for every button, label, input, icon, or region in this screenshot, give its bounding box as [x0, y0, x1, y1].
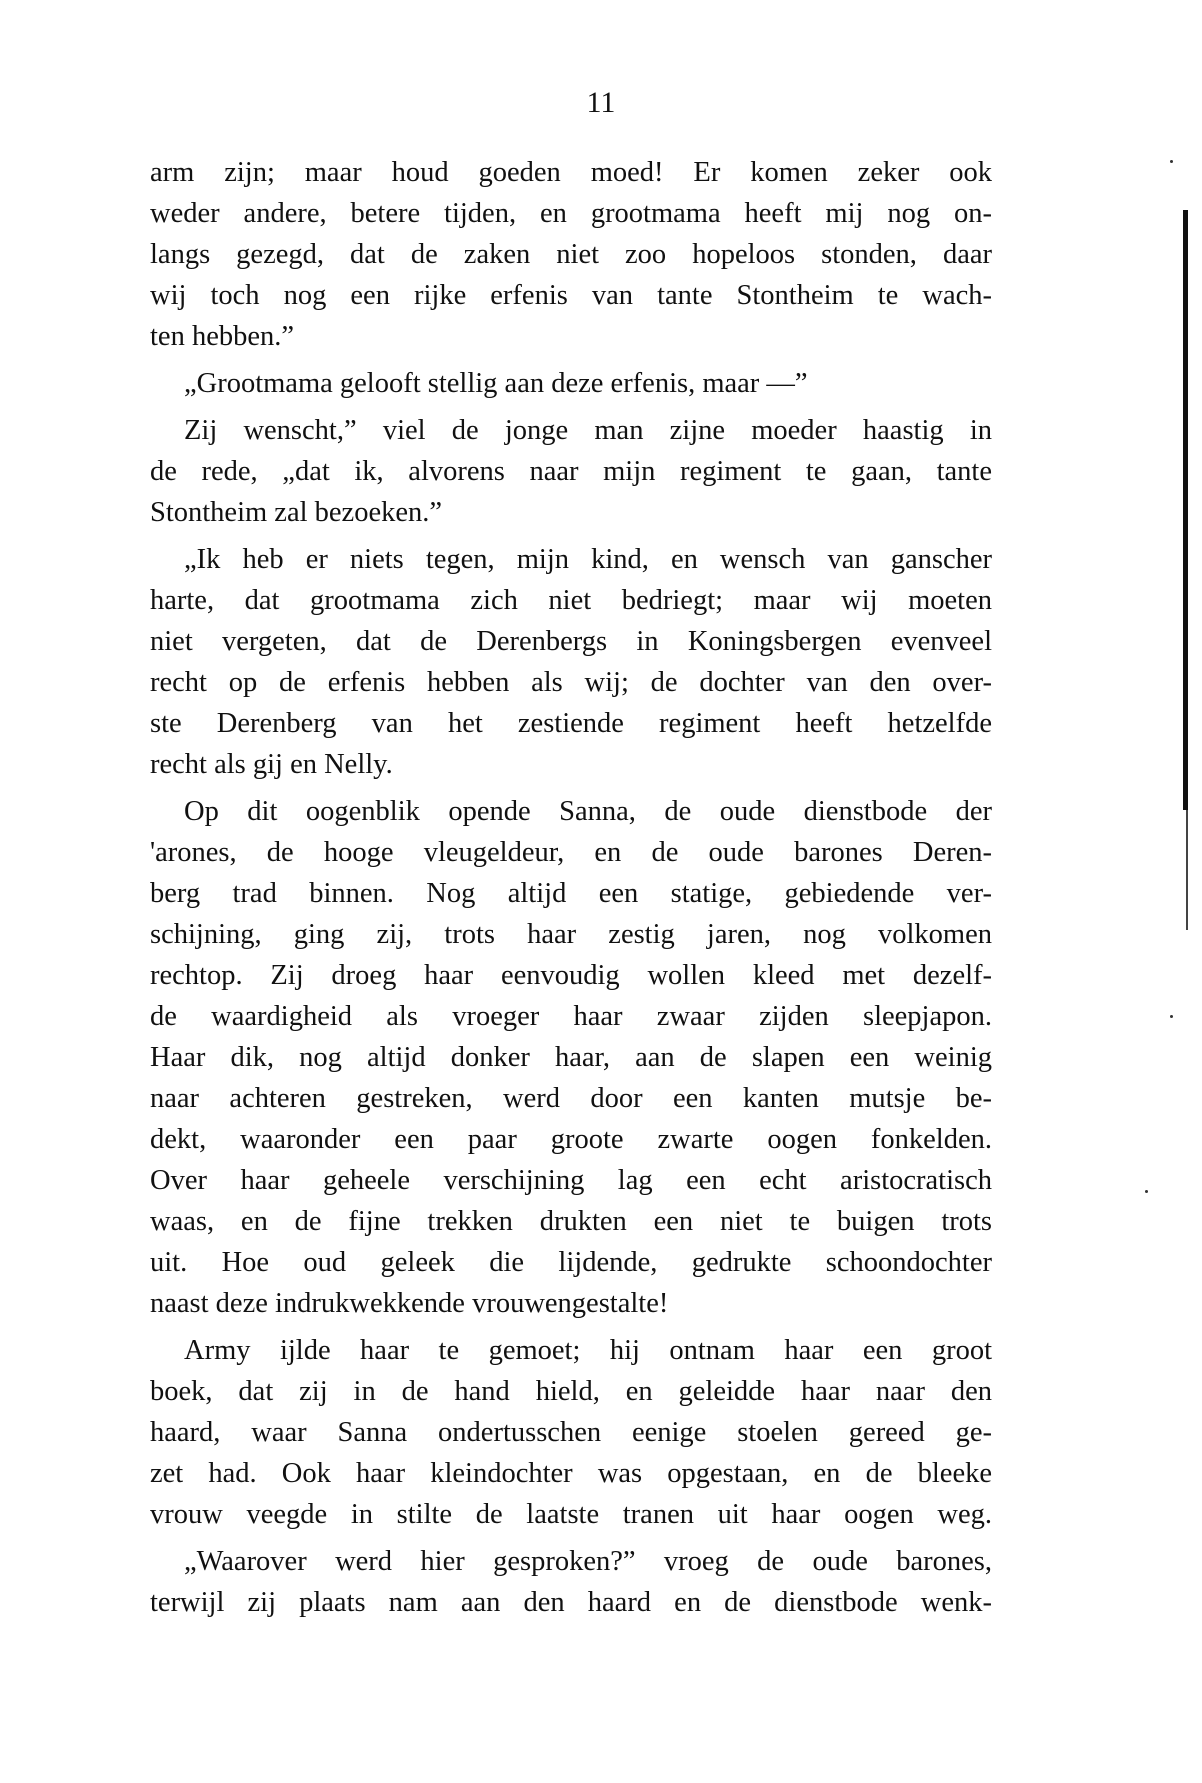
- text-line: Zij wenscht,” viel de jonge man zijne moeder haastig in: [184, 415, 992, 446]
- text-line: haard, waar Sanna ondertusschen eenige stoelen gereed ge-: [150, 1417, 992, 1448]
- text-line: „Ik heb er niets tegen, mijn kind, en wensch van ganscher: [184, 544, 992, 575]
- text-line: zet had. Ook haar kleindochter was opgestaan, en de bleeke: [150, 1458, 992, 1489]
- text-line: harte, dat grootmama zich niet bedriegt; maar wij moeten: [150, 585, 992, 616]
- scan-speck: [1170, 1015, 1173, 1018]
- text-line: vrouw veegde in stilte de laatste tranen uit haar oogen weg.: [150, 1499, 992, 1530]
- text-line: boek, dat zij in de hand hield, en geleidde haar naar den: [150, 1376, 992, 1407]
- scan-speck: [1170, 160, 1173, 163]
- text-line: naar achteren gestreken, werd door een kanten mutsje be-: [150, 1083, 992, 1114]
- text-line: Army ijlde haar te gemoet; hij ontnam haar een groot: [184, 1335, 992, 1366]
- body-text: [150, 152, 992, 1623]
- text-line: 'arones, de hooge vleugeldeur, en de oude barones Deren-: [150, 837, 992, 868]
- text-line: dekt, waaronder een paar groote zwarte oogen fonkelden.: [150, 1124, 992, 1155]
- text-line: wij toch nog een rijke erfenis van tante Stontheim te wach-: [150, 280, 992, 311]
- text-line: weder andere, betere tijden, en grootmama heeft mij nog on-: [150, 198, 992, 229]
- text-line: rechtop. Zij droeg haar eenvoudig wollen kleed met dezelf-: [150, 960, 992, 991]
- text-line: langs gezegd, dat de zaken niet zoo hopeloos stonden, daar: [150, 239, 992, 270]
- text-line: de waardigheid als vroeger haar zwaar zijden sleepjapon.: [150, 1001, 992, 1032]
- text-line: Over haar geheele verschijning lag een echt aristocratisch: [150, 1165, 992, 1196]
- text-line: Stontheim zal bezoeken.”: [150, 497, 443, 528]
- text-line: uit. Hoe oud geleek die lijdende, gedrukte schoondochter: [150, 1247, 992, 1278]
- text-line: arm zijn; maar houd goeden moed! Er komen zeker ook: [150, 157, 992, 188]
- scan-edge-mark: [1183, 210, 1188, 810]
- text-line: ten hebben.”: [150, 321, 295, 352]
- text-line: „Waarover werd hier gesproken?” vroeg de oude barones,: [184, 1546, 992, 1577]
- text-line: naast deze indrukwekkende vrouwengestalte!: [150, 1288, 669, 1319]
- text-line: Haar dik, nog altijd donker haar, aan de slapen een weinig: [150, 1042, 992, 1073]
- page-number: 11: [586, 86, 616, 119]
- text-line: „Grootmama gelooft stellig aan deze erfenis, maar —”: [184, 368, 808, 399]
- text-line: Op dit oogenblik opende Sanna, de oude dienstbode der: [184, 796, 992, 827]
- text-line: schijning, ging zij, trots haar zestig jaren, nog volkomen: [150, 919, 992, 950]
- text-line: berg trad binnen. Nog altijd een statige, gebiedende ver-: [150, 878, 992, 909]
- text-line: de rede, „dat ik, alvorens naar mijn regiment te gaan, tante: [150, 456, 992, 487]
- scan-speck: [1145, 1190, 1148, 1193]
- scan-edge-mark: [1186, 810, 1188, 930]
- text-line: recht op de erfenis hebben als wij; de dochter van den over-: [150, 667, 992, 698]
- text-line: terwijl zij plaats nam aan den haard en de dienstbode wenk-: [150, 1587, 992, 1618]
- text-line: recht als gij en Nelly.: [150, 749, 393, 780]
- text-line: ste Derenberg van het zestiende regiment heeft hetzelfde: [150, 708, 992, 739]
- text-line: niet vergeten, dat de Derenbergs in Koningsbergen evenveel: [150, 626, 992, 657]
- text-line: waas, en de fijne trekken drukten een niet te buigen trots: [150, 1206, 992, 1237]
